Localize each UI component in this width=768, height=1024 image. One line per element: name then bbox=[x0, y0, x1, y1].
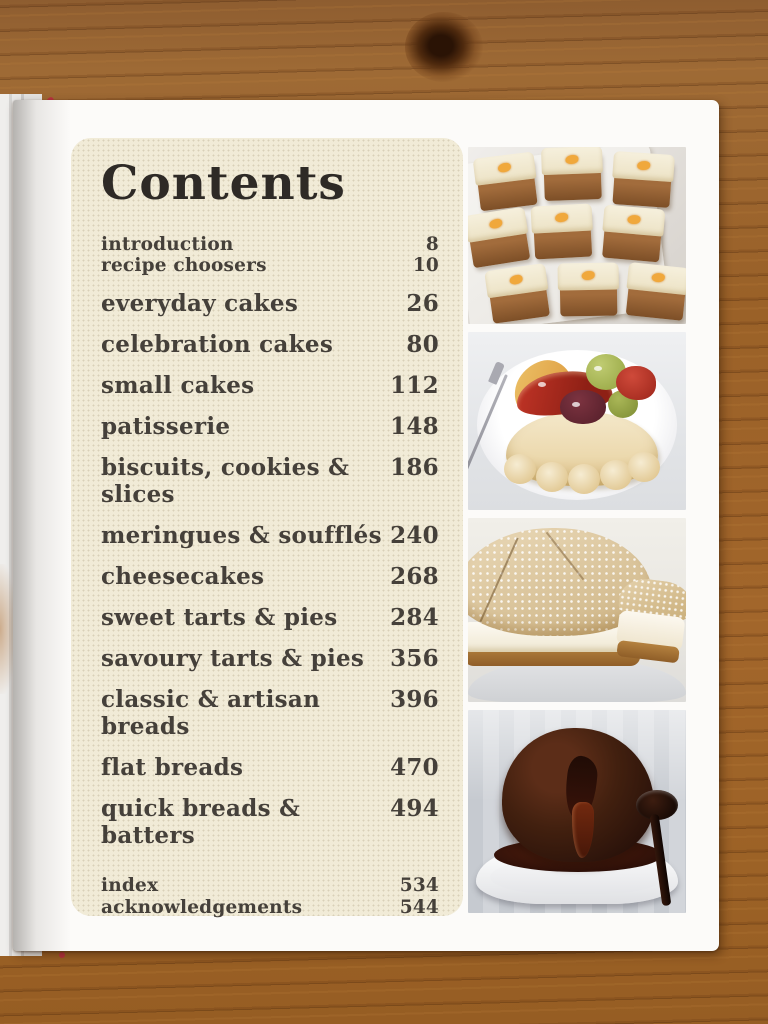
toc-entry-page: 112 bbox=[390, 372, 439, 399]
contents-page bbox=[13, 100, 719, 951]
cake-square bbox=[468, 213, 530, 268]
toc-entry-page: 8 bbox=[425, 234, 439, 255]
back-matter-list bbox=[101, 875, 439, 919]
dark-berries bbox=[560, 390, 606, 424]
toc-entry-page: 544 bbox=[399, 897, 439, 918]
toc-entry-page: 186 bbox=[390, 454, 439, 481]
toc-entry-label: quick breads & batters bbox=[101, 795, 301, 849]
toc-entry-label: meringues & soufflés bbox=[101, 522, 382, 549]
toc-entry-page: 240 bbox=[390, 522, 439, 549]
toc-entry bbox=[101, 522, 439, 549]
crust-scallop bbox=[568, 464, 600, 494]
photo-frosted-cake-squares bbox=[468, 147, 686, 324]
toc-entry-label: introduction bbox=[101, 234, 234, 255]
toc-entry-label: cheesecakes bbox=[101, 563, 265, 590]
wood-knot bbox=[405, 12, 483, 82]
toc-entry bbox=[101, 604, 439, 631]
toc-entry bbox=[101, 645, 439, 672]
toc-entry-label: acknowledgements bbox=[101, 897, 303, 918]
toc-entry bbox=[101, 563, 439, 590]
contents-panel bbox=[71, 138, 463, 916]
toc-entry bbox=[101, 372, 439, 399]
chapter-list bbox=[101, 290, 439, 849]
toc-entry-page: 396 bbox=[390, 686, 439, 713]
cake-square bbox=[543, 152, 602, 201]
toc-entry-label: everyday cakes bbox=[101, 290, 299, 317]
cake-square bbox=[626, 268, 686, 321]
toc-entry bbox=[101, 255, 439, 276]
cake-square bbox=[487, 269, 550, 323]
toc-entry bbox=[101, 331, 439, 358]
toc-entry-page: 268 bbox=[390, 563, 439, 590]
toc-entry bbox=[101, 686, 439, 740]
toc-entry bbox=[101, 754, 439, 781]
toc-entry-label: classic & artisan breads bbox=[101, 686, 321, 740]
toc-entry-label: celebration cakes bbox=[101, 331, 334, 358]
photo-chocolate-fondant-pudding bbox=[468, 710, 686, 913]
toc-entry-page: 356 bbox=[390, 645, 439, 672]
cake-square bbox=[560, 269, 618, 317]
toc-entry-page: 80 bbox=[406, 331, 439, 358]
spine-stitch bbox=[59, 952, 65, 958]
toc-entry-label: flat breads bbox=[101, 754, 244, 781]
toc-entry-page: 534 bbox=[399, 875, 439, 896]
toc-entry bbox=[101, 875, 439, 897]
toc-entry-page: 494 bbox=[390, 795, 439, 822]
toc-entry-label: sweet tarts & pies bbox=[101, 604, 338, 631]
toc-entry bbox=[101, 234, 439, 255]
toc-entry-label: recipe choosers bbox=[101, 255, 267, 276]
toc-entry bbox=[101, 413, 439, 440]
crust-scallop bbox=[536, 462, 568, 492]
cake-square bbox=[475, 158, 537, 212]
photo-cream-filled-sponge-cake bbox=[468, 518, 686, 702]
cake-square bbox=[533, 210, 592, 260]
cake-square bbox=[612, 157, 672, 208]
toc-entry-label: savoury tarts & pies bbox=[101, 645, 365, 672]
cake-square bbox=[602, 211, 663, 263]
toc-entry-page: 148 bbox=[390, 413, 439, 440]
toc-entry bbox=[101, 897, 439, 919]
glaze-highlight bbox=[538, 382, 546, 387]
toc-entry-label: patisserie bbox=[101, 413, 231, 440]
glaze-highlight bbox=[572, 402, 580, 407]
toc-entry-page: 26 bbox=[406, 290, 439, 317]
glaze-highlight bbox=[594, 366, 602, 371]
toc-entry-page: 470 bbox=[390, 754, 439, 781]
strawberry bbox=[616, 366, 656, 400]
crust-scallop bbox=[504, 454, 536, 484]
toc-entry bbox=[101, 454, 439, 508]
front-matter-list bbox=[101, 234, 439, 276]
toc-entry-page: 10 bbox=[412, 255, 439, 276]
toc-entry-label: biscuits, cookies & slices bbox=[101, 454, 350, 508]
toc-entry bbox=[101, 290, 439, 317]
cut-cake-slice bbox=[610, 576, 686, 680]
toc-entry-label: index bbox=[101, 875, 159, 896]
toc-entry-label: small cakes bbox=[101, 372, 255, 399]
toc-entry-page: 284 bbox=[390, 604, 439, 631]
page-title: Contents bbox=[101, 156, 346, 211]
crust-scallop bbox=[628, 452, 660, 482]
toc-entry bbox=[101, 795, 439, 849]
photo-glazed-fruit-tart bbox=[468, 332, 686, 510]
